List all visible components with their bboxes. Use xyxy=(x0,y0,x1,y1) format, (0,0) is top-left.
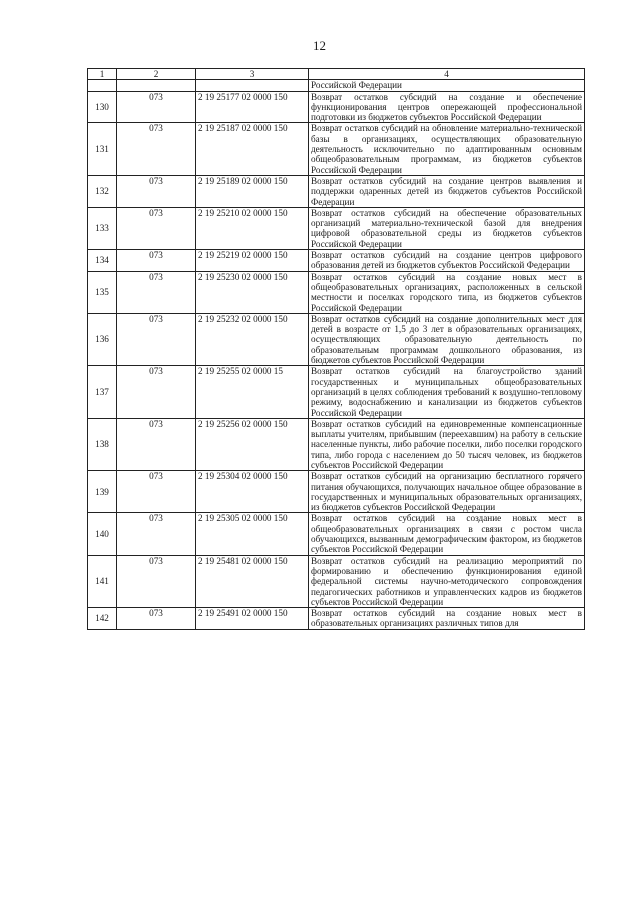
admin-code: 073 xyxy=(117,250,196,272)
row-number: 137 xyxy=(88,366,117,418)
row-number: 132 xyxy=(88,175,117,207)
row-number: 136 xyxy=(88,313,117,365)
admin-code: 073 xyxy=(117,471,196,513)
table-row xyxy=(88,123,585,175)
budget-code: 2 19 25219 02 0000 150 xyxy=(196,250,309,272)
row-number: 133 xyxy=(88,207,117,249)
table-row xyxy=(88,313,585,365)
page-number: 12 xyxy=(313,38,326,53)
row-number: 134 xyxy=(88,250,117,272)
admin-code: 073 xyxy=(117,513,196,555)
admin-code: 073 xyxy=(117,555,196,607)
budget-code: 2 19 25305 02 0000 150 xyxy=(196,513,309,555)
table-header-row xyxy=(88,69,585,80)
description: Возврат остатков субсидий на реализацию мероприятий по формированию и обеспечению функционирования единой федеральной системы научно-методического сопровождения педагогических работников и управленческих кадров из бюджетов субъектов Российской Федерации xyxy=(309,555,585,607)
description: Возврат остатков субсидий на благоустройство зданий государственных и муниципальных общеобразовательных организаций в целях соблюдения требований к воздушно-тепловому режиму, водоснабжению и канализации из бюджетов субъектов Российской Федерации xyxy=(309,366,585,418)
table-row xyxy=(88,207,585,249)
description: Возврат остатков субсидий на создание дополнительных мест для детей в возрасте от 1,5 до 3 лет в образовательных организациях, осуществляющих образовательную деятельность по образовательным программам дошкольного образования, из бюджетов субъектов Российской Федерации xyxy=(309,313,585,365)
row-number: 138 xyxy=(88,418,117,470)
row-number: 140 xyxy=(88,513,117,555)
budget-code: 2 19 25177 02 0000 150 xyxy=(196,91,309,123)
budget-code: 2 19 25481 02 0000 150 xyxy=(196,555,309,607)
table-row xyxy=(88,555,585,607)
header-col-3: 3 xyxy=(196,69,309,80)
budget-code: 2 19 25232 02 0000 150 xyxy=(196,313,309,365)
table-row xyxy=(88,271,585,313)
description: Возврат остатков субсидий на создание новых мест в общеобразовательных организациях, расположенных в сельской местности и поселках городского типа, из бюджетов субъектов Российской Федерации xyxy=(309,271,585,313)
description: Возврат остатков субсидий на обновление материально-технической базы в организациях, осуществляющих образовательную деятельность исключительно по адаптированным основным общеобразовательным программам, из бюджетов субъектов Российской Федерации xyxy=(309,123,585,175)
row-number: 130 xyxy=(88,91,117,123)
admin-code: 073 xyxy=(117,91,196,123)
table-row xyxy=(88,608,585,630)
description: Возврат остатков субсидий на создание новых мест в образовательных организациях различных типов для xyxy=(309,608,585,630)
table-row xyxy=(88,471,585,513)
description: Возврат остатков субсидий на обеспечение образовательных организаций материально-технической базой для внедрения цифровой образовательной среды из бюджетов субъектов Российской Федерации xyxy=(309,207,585,249)
table-row xyxy=(88,418,585,470)
budget-code: 2 19 25304 02 0000 150 xyxy=(196,471,309,513)
admin-code: 073 xyxy=(117,123,196,175)
budget-code: 2 19 25187 02 0000 150 xyxy=(196,123,309,175)
header-col-2: 2 xyxy=(117,69,196,80)
budget-code: 2 19 25230 02 0000 150 xyxy=(196,271,309,313)
table-row xyxy=(88,366,585,418)
header-col-1: 1 xyxy=(88,69,117,80)
description: Возврат остатков субсидий на создание и обеспечение функционирования центров опережающей профессиональной подготовки из бюджетов субъектов Российской Федерации xyxy=(309,91,585,123)
admin-code: 073 xyxy=(117,418,196,470)
admin-code: 073 xyxy=(117,608,196,630)
budget-code: 2 19 25210 02 0000 150 xyxy=(196,207,309,249)
row-number: 139 xyxy=(88,471,117,513)
description: Возврат остатков субсидий на создание центров цифрового образования детей из бюджетов субъектов Российской Федерации xyxy=(309,250,585,272)
table-row xyxy=(88,513,585,555)
header-col-4: 4 xyxy=(309,69,585,80)
admin-code: 073 xyxy=(117,366,196,418)
admin-code: 073 xyxy=(117,175,196,207)
continuation-text: Российской Федерации xyxy=(309,80,585,91)
row-number: 142 xyxy=(88,608,117,630)
budget-code: 2 19 25491 02 0000 150 xyxy=(196,608,309,630)
table-row xyxy=(88,175,585,207)
admin-code: 073 xyxy=(117,271,196,313)
budget-code: 2 19 25256 02 0000 150 xyxy=(196,418,309,470)
row-number: 141 xyxy=(88,555,117,607)
budget-code: 2 19 25189 02 0000 150 xyxy=(196,175,309,207)
budget-code: 2 19 25255 02 0000 15 xyxy=(196,366,309,418)
row-number: 135 xyxy=(88,271,117,313)
budget-codes-table xyxy=(87,68,585,630)
description: Возврат остатков субсидий на создание центров выявления и поддержки одаренных детей из бюджетов субъектов Российской Федерации xyxy=(309,175,585,207)
description: Возврат остатков субсидий на единовременные компенсационные выплаты учителям, прибывшим (переехавшим) на работу в сельские населенные пункты, либо рабочие поселки, либо поселки городского типа, либо города с населением до 50 тысяч человек, из бюджетов субъектов Российской Федерации xyxy=(309,418,585,470)
continuation-row xyxy=(88,80,585,91)
description: Возврат остатков субсидий на создание новых мест в общеобразовательных организациях в связи с ростом числа обучающихся, вызванным демографическим фактором, из бюджетов субъектов Российской Федерации xyxy=(309,513,585,555)
admin-code: 073 xyxy=(117,313,196,365)
table-row xyxy=(88,250,585,272)
row-number: 131 xyxy=(88,123,117,175)
admin-code: 073 xyxy=(117,207,196,249)
table-row xyxy=(88,91,585,123)
description: Возврат остатков субсидий на организацию бесплатного горячего питания обучающихся, получающих начальное общее образование в государственных и муниципальных образовательных организациях, из бюджетов субъектов Российской Федерации xyxy=(309,471,585,513)
